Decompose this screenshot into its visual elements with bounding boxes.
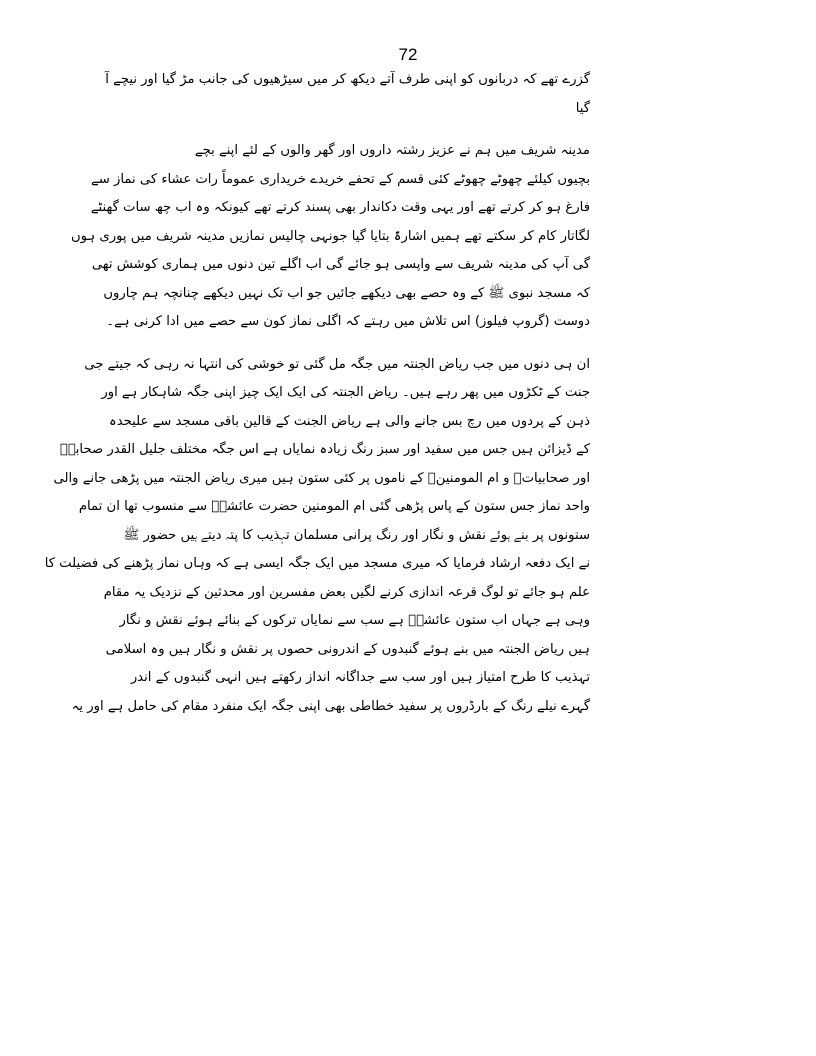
text-line: تہذیب کا طرح امتیاز ہیں اور سب سے جداگانہ انداز رکھتے ہیں انہی گنبدوں کے اندر <box>130 670 590 685</box>
text-line: کے ڈیزائن ہیں جس میں سفید اور سبز رنگ زیادہ نمایاں ہے اس جگہ مختلف جلیل القدر صحابہؓ <box>59 442 590 457</box>
paragraph-1 <box>105 66 590 123</box>
page-number: 72 <box>398 45 418 64</box>
paragraph-2 <box>70 137 590 337</box>
paragraph-gap <box>230 337 590 351</box>
text-line: وہی ہے جہاں اب ستون عائشہؓ ہے سب سے نمایاں ترکوں کے بنائے ہوئے نقش و نگار <box>119 613 590 628</box>
text-line: جنت کے ٹکڑوں میں پھر رہے ہیں۔ ریاض الجنتہ کی ایک ایک چیز اپنی جگہ شاہکار ہے اور <box>101 385 590 400</box>
text-line: ستونوں پر بنے ہوئے نقش و نگار اور رنگ پرانی مسلمان تہذیب کا پتہ دیتے ہیں حضور ﷺ <box>123 527 590 543</box>
text-line: دوست (گروپ فیلوز) اس تلاش میں رہتے کہ اگلی نماز کون سے حصے میں ادا کرنی ہے۔ <box>106 314 590 329</box>
text-line: فارغ ہو کر کرتے تھے اور یہی وقت دکاندار بھی پسند کرتے تھے کیونکہ وہ اب چھ سات گھنٹے <box>90 200 590 215</box>
text-line: گزرے تھے کہ دربانوں کو اپنی طرف آتے دیکھ کر میں سیڑھیوں کی جانب مڑ گیا اور نیچے آ <box>105 72 590 87</box>
paragraph-gap <box>230 123 590 137</box>
text-line: واحد نماز جس ستون کے پاس پڑھی گئی ام المومنین حضرت عائشہؓ سے منسوب تھا ان تمام <box>78 499 590 514</box>
text-line: اور صحابیاتؓ و ام المومنینؓ کے ناموں پر کئی ستون ہیں میری ریاض الجنتہ میں پڑھی جانے والی <box>53 470 590 486</box>
text-line: بچیوں کیلئے چھوٹے چھوٹے کئی قسم کے تحفے خریدے خریداری عموماً رات عشاء کی نماز سے <box>91 171 590 187</box>
text-line: نے ایک دفعہ ارشاد فرمایا کہ میری مسجد میں ایک جگہ ایسی ہے کہ وہاں نماز پڑھنے کی فضیلت کا <box>44 556 590 571</box>
text-line: گہرے نیلے رنگ کے بارڈروں پر سفید خطاطی بھی اپنی جگہ ایک منفرد مقام کی حامل ہے اور یہ <box>71 698 590 714</box>
text-line: لگاتار کام کر سکتے تھے ہمیں اشارۃً بتایا گیا جونہی چالیس نمازیں مدینہ شریف میں پوری ہوں <box>70 228 590 244</box>
text-line: ذہن کے پردوں میں رچ بس جانے والی ہے ریاض الجنت کے قالین باقی مسجد سے علیحدہ <box>109 413 590 429</box>
text-line: مدینہ شریف میں ہم نے عزیز رشتہ داروں اور گھر والوں کے لئے اپنے بچے <box>194 143 590 158</box>
paragraph-3 <box>44 351 590 722</box>
text-body <box>44 66 590 721</box>
text-line: گی آپ کی مدینہ شریف سے واپسی ہو جائے گی اب اگلے تین دنوں میں ہماری کوشش تھی <box>91 257 590 272</box>
text-line: ان ہی دنوں میں جب ریاض الجنتہ میں جگہ مل گئی تو خوشی کی انتہا نہ رہی کہ جیتے جی <box>84 356 590 372</box>
text-line: کہ مسجد نبوی ﷺ کے وہ حصے بھی دیکھے جائیں جو اب تک نہیں دیکھے چنانچہ ہم چاروں <box>103 285 590 301</box>
text-line: گیا <box>575 100 590 116</box>
text-line: علم ہو جائے تو لوگ قرعہ اندازی کرنے لگیں بعض مفسرین اور محدثین کے نزدیک یہ مقام <box>103 584 590 600</box>
text-line: ہیں ریاض الجنتہ میں بنے ہوئے گنبدوں کے اندرونی حصوں پر نقش و نگار ہیں وہ اسلامی <box>105 641 590 657</box>
